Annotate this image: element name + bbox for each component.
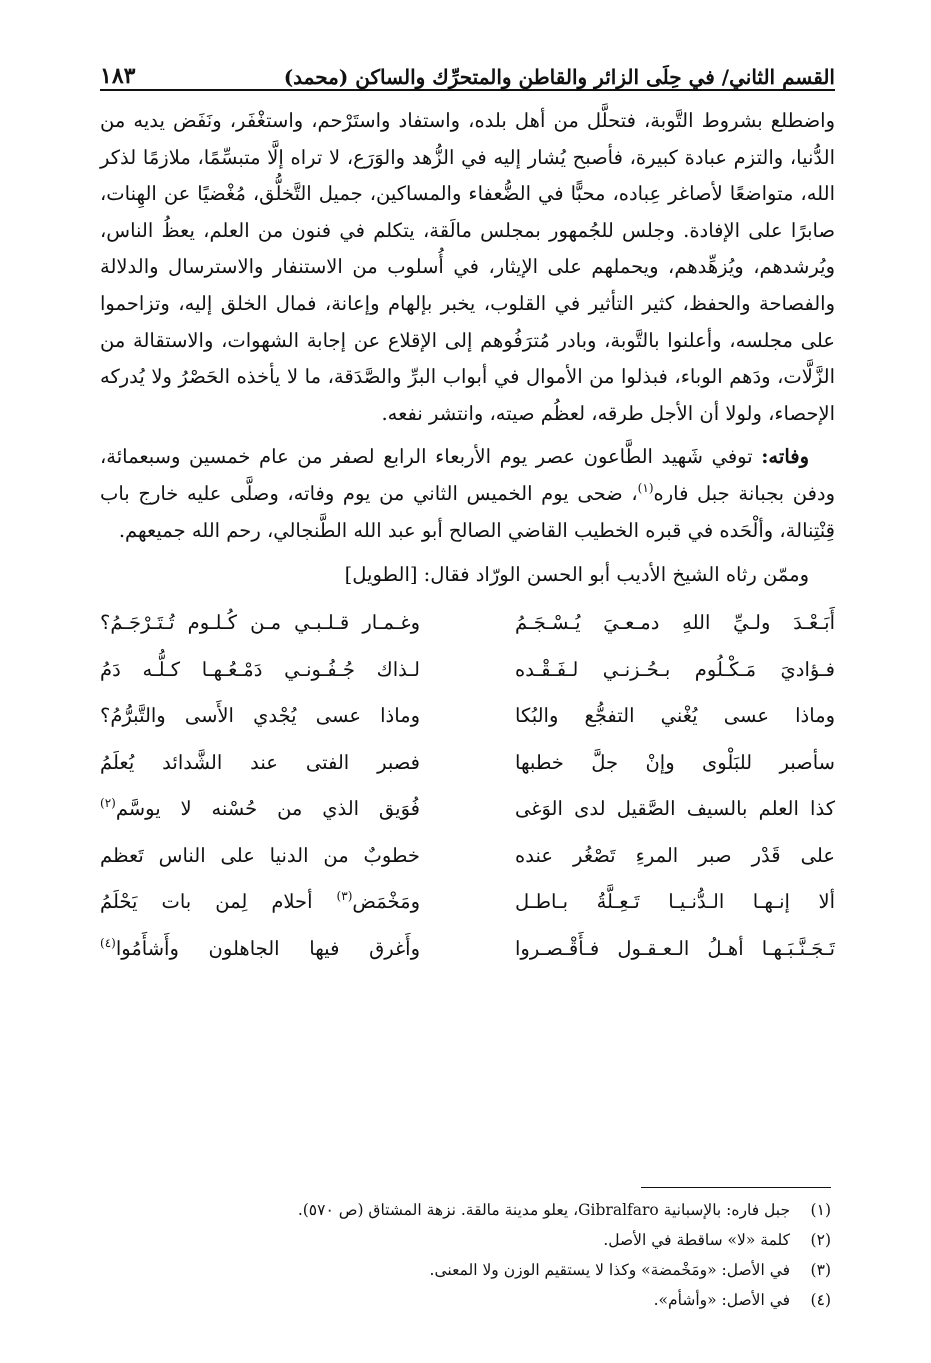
death-paragraph	[100, 439, 835, 549]
verse-second-hemistich	[100, 890, 420, 913]
verse-second-text: أحلام لِمن بات يَحْلَمُ	[100, 890, 337, 914]
footnote-number: (٣)	[810, 1261, 831, 1279]
verse-second-hemistich: وماذا عسى يُجْدي الأَسى والتَّبرُّمُ؟	[100, 704, 420, 728]
death-text-part-2: ، ضحى يوم الخميس الثاني من يوم وفاته، وصلَّى عليه خارج باب قِنْتِنالة، وألْحَده في قبره الخطيب القاضي الصالح أبو عبد الله الطَّنجالي، رحم الله جميعهم.	[100, 481, 835, 542]
verse-second-hemistich: وغـمـار قـلـبـي مـن كُـلـوم تُـتَـرْجَـمُ؟	[100, 611, 420, 635]
page-number: ١٨٣	[100, 63, 136, 89]
footnote-number: (٢)	[810, 1231, 831, 1249]
footnote-marker-1[interactable]: (١)	[637, 480, 654, 495]
footnote-marker-2[interactable]: (٢)	[100, 796, 116, 811]
footnote-text: في الأصل: «ومَخْمضة» وكذا لا يستقيم الوزن ولا المعنى.	[429, 1261, 791, 1279]
verse-first-hemistich: ألا إنـهـا الـدُّنـيـا تَـعِـلَّةُ بـاطـل	[515, 890, 835, 914]
verse-first-hemistich: سأصبر للبَلْوى وإنْ جلَّ خطبها	[515, 750, 835, 774]
verse-second-text: وأَغرق فيها الجاهلون وأَشأَمُوا	[115, 936, 420, 960]
footnote-separator	[641, 1187, 831, 1188]
footnotes	[96, 1195, 831, 1315]
verse-line	[100, 925, 835, 972]
footnote-text: كلمة «لا» ساقطة في الأصل.	[603, 1231, 791, 1249]
running-head	[100, 55, 835, 91]
verse-line	[100, 739, 835, 786]
verse-second-text: فُوَيق الذي من حُسْنه لا يوسَّم	[115, 797, 420, 821]
book-page	[100, 55, 835, 972]
death-label: وفاته:	[761, 445, 809, 469]
footnote-text: جبل فاره: بالإسبانية Gibralfaro، يعلو مدينة مالقة. نزهة المشتاق (ص ٥٧٠).	[297, 1201, 791, 1219]
footnote	[96, 1285, 831, 1315]
verse-line	[100, 600, 835, 647]
verse-line	[100, 786, 835, 833]
verse-second-hemistich	[100, 797, 420, 820]
verse-line	[100, 646, 835, 693]
verse-second-text-pre: ومَخْمَض	[352, 890, 420, 914]
poem-intro: وممّن رثاه الشيخ الأديب أبو الحسن الورّاد فقال: [الطويل]	[344, 563, 809, 587]
footnote-text: في الأصل: «وأشأم».	[653, 1291, 791, 1309]
running-head-title: القسم الثاني/ في حِلَى الزائر والقاطن والمتحرِّك والساكن (محمد)	[283, 65, 835, 89]
verse-second-hemistich: خطوبٌ من الدنيا على الناس تَعظم	[100, 843, 420, 867]
verse-second-hemistich: فصبر الفتى عند الشَّدائد يُعلَمُ	[100, 750, 420, 774]
verse-second-hemistich	[100, 937, 420, 960]
biography-paragraph: واضطلع بشروط التَّوبة، فتحلَّل من أهل بلده، واستفاد واستَرْحم، واستغْفَر، ونَفَض يديه من الدُّنيا، والتزم عبادة كبيرة، فأصبح يُشار إليه في الزُّهد والوَرَع، لا تراه إلَّا متبسِّمًا، ملازمًا لذكر الله، متواضعًا لأصاغر عِباده، محبًّا في الضُّعفاء والمساكين، جميل التَّخلُّق، مُغْضيًا عن الهِنات، صابرًا على الإفادة. وجلس للجُمهور بمجلس مالَقة، يتكلم في فنون من العلم، يعظُ الناس، ويُرشدهم، ويُزهِّدهم، ويحملهم على الإيثار، في أُسلوب من الاستنفار والاسترسال والدلالة والفصاحة والحفظ، كثير التأثير في القلوب، يخبر بإلهام وإعانة، فمال الخلق إليه، وتزاحموا على مجلسه، وأعلنوا بالتَّوبة، وبادر مُترَفُوهم إلى الإقلاع عن إجابة الشهوات، والاستقالة من الزَّلَّات، ودَهم الوباء، فبذلوا من الأموال في أبواب البرِّ والصَّدَقة، ما لا يأخذه الحَصْرُ ولا يُدركه الإحصاء، ولولا أن الأجل طرقه، لعظُم صيته، وانتشر نفعه.	[100, 109, 835, 425]
verse-second-hemistich: لـذاك جُـفُـونـي دَمْـعُـهـا كـلُّـه دَمُ	[100, 657, 420, 681]
verse-line	[100, 693, 835, 740]
verse-line	[100, 832, 835, 879]
verse-first-hemistich: كذا العلم بالسيف الصَّقيل لدى الوَغى	[515, 797, 835, 821]
verse-first-hemistich: على قَدْر صبر المرءِ تَصْغُر عنده	[515, 843, 835, 867]
verse-first-hemistich: فـؤاديَ مَـكْـلُوم بـحُـزنـي لـفَـقْـده	[515, 657, 835, 681]
footnote	[96, 1225, 831, 1255]
verse-first-hemistich: أَبَـعْـدَ ولـيِّ اللهِ دمـعـيَ يُـسْـجَـمُ	[515, 611, 835, 635]
verse-line	[100, 879, 835, 926]
death-text-part-1: توفي شَهيد الطَّاعون عصر يوم الأربعاء الرابع لصفر من عام خمسين وسبعمائة، ودفن بجبانة جبل فاره	[100, 445, 836, 505]
footnote-marker-3[interactable]: (٣)	[336, 889, 353, 904]
body-text	[100, 103, 835, 594]
verse-first-hemistich: تَـجَـنَّـبَـهـا أهـلُ الـعـقـول فـأَقْـصـروا	[515, 936, 835, 960]
verse-first-hemistich: وماذا عسى يُغْني التفجُّع والبُكا	[515, 704, 835, 728]
elegy-poem	[100, 600, 835, 972]
footnote-marker-4[interactable]: (٤)	[100, 935, 116, 950]
footnote-number: (١)	[810, 1201, 831, 1219]
footnote	[96, 1195, 831, 1225]
footnote-number: (٤)	[810, 1291, 831, 1309]
footnote	[96, 1255, 831, 1285]
